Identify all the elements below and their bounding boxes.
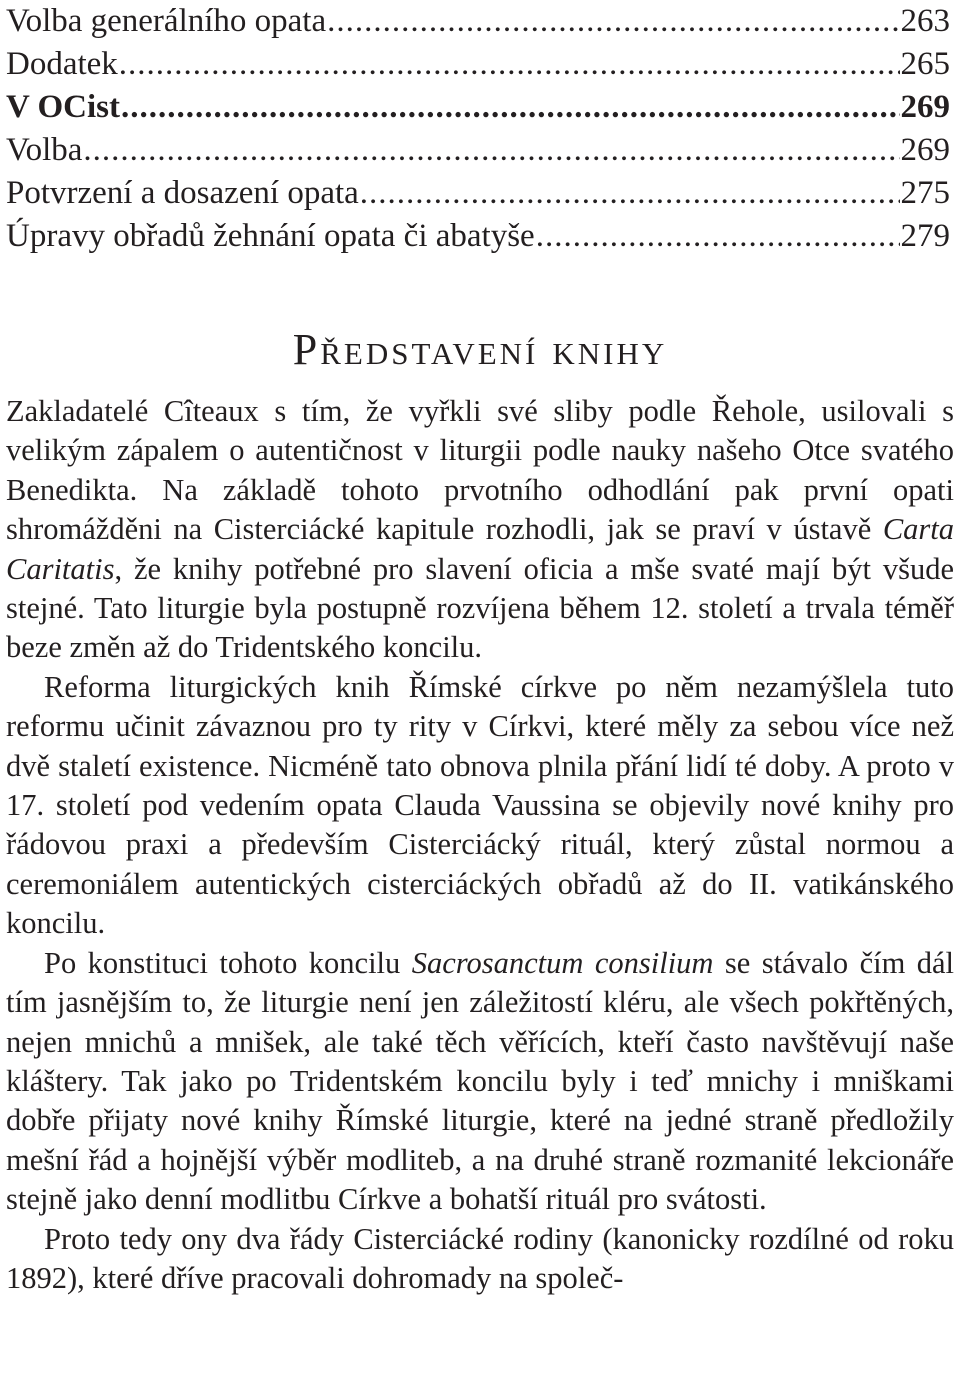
toc-entry-page: 265 [900,46,950,82]
toc-entry-title: Volba generálního opata [6,3,327,39]
toc-dot-leader [121,86,900,129]
paragraph-text: , že knihy potřebné pro slavení oficia a mše svaté mají být všude stejné. Tato liturgie byla postupně rozvíjena během 12. století a trvala téměř beze změn až do Tridentského koncilu. [6,551,954,665]
toc-dot-leader [83,129,899,172]
paragraph [6,392,954,668]
italic-title: Sacrosanctum consilium [411,945,714,980]
toc-entry-page: 263 [900,3,950,39]
paragraph [6,1220,954,1299]
toc-entry-title: Úpravy obřadů žehnání opata či abatyše [6,218,535,254]
paragraph-text: se stávalo čím dál tím jasnějším to, že liturgie není jen záležitostí kléru, ale všech pokřtěných, nejen mnichů a mnišek, ale také těch věřících, kteří často navštěvují naše kláštery. Tak jako po Tridentském koncilu byly i teď mnichy i mniškami dobře přijaty nové knihy Římské liturgie, které na jedné straně předložily mešní řád a hojnější výběr modliteb, a na druhé straně rozmanité lekcionáře stejně jako denní modlitbu Církve a bohatší rituál pro svátosti. [6,945,955,1217]
paragraph [6,668,954,944]
toc-dot-leader [536,215,900,258]
paragraph-text: Zakladatelé Cîteaux s tím, že vyřkli své sliby podle Řehole, usilovali s velikým zápalem o autentičnost v liturgii podle nauky našeho Otce svatého Benedikta. Na základě tohoto prvotního odhodlání pak první opati shromážděni na Cisterciácké kapitule rozhodli, jak se praví v ústavě [6,394,954,547]
toc-entry-page: 269 [900,132,950,168]
toc-entry-title: Dodatek [6,46,118,82]
toc-entry [6,129,950,172]
toc-entry-page: 279 [900,218,950,254]
paragraph-text: Po konstituci tohoto koncilu [44,945,412,980]
body-text [6,392,954,1298]
toc-entry-title: Potvrzení a dosazení opata [6,175,359,211]
toc-dot-leader [327,0,899,43]
toc-entry-title: V OCist [6,89,120,125]
paragraph [6,944,954,1220]
toc-dot-leader [360,172,900,215]
toc-entry-title: Volba [6,132,83,168]
toc-entry-page: 275 [900,175,950,211]
toc-entry [6,215,950,258]
toc-entry-page: 269 [900,89,950,125]
toc-entry-section [6,86,950,129]
toc-entry [6,43,950,86]
italic-title: Carta Caritatis [6,512,954,586]
paragraph-text: Proto tedy ony dva řády Cisterciácké rodiny (kanonicky rozdílné od roku 1892), které dříve pracovali dohromady na společ- [6,1221,954,1295]
paragraph-text: Reforma liturgických knih Římské církve po něm nezamýšlela tuto reformu učinit závaznou pro ty rity v Církvi, které měly za sebou více než dvě staletí existence. Nicméně tato obnova plnila přání lidí té doby. A proto v 17. století pod vedením opata Clauda Vaussina se objevily nové knihy pro řádovou praxi a především Cisterciácký rituál, který zůstal normou a ceremoniálem autentických cisterciáckých obřadů až do II. vatikánského koncilu. [6,669,954,941]
toc-entry [6,0,950,43]
section-heading: Představení knihy [292,325,668,374]
table-of-contents [6,0,950,258]
toc-dot-leader [119,43,900,86]
toc-entry [6,172,950,215]
